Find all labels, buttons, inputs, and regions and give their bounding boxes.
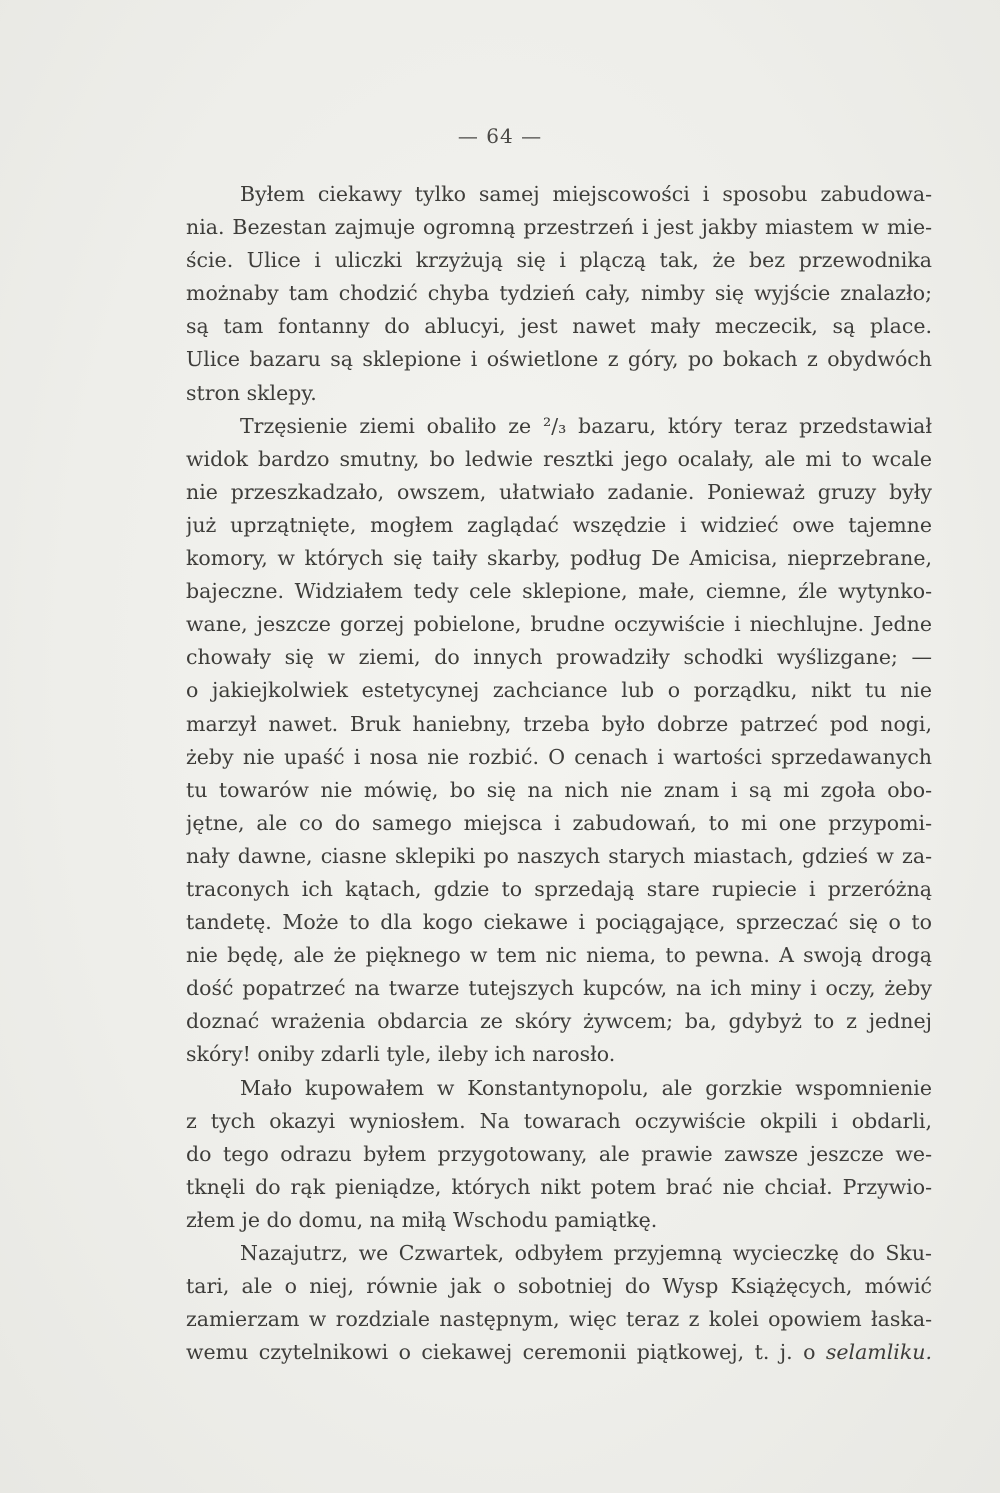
text-line: o jakiejkolwiek estetycynej zachciance lub o porządku, nikt tu nie [186, 678, 932, 703]
text-line: wane, jeszcze gorzej pobielone, brudne oczywiście i niechlujne. Jedne [186, 612, 932, 637]
text-line: bajeczne. Widziałem tedy cele sklepione, małe, ciemne, źle wytynko- [186, 579, 932, 604]
page-number: — 64 — [457, 124, 543, 148]
text-line: stron sklepy. [186, 380, 317, 405]
text-line: skóry! oniby zdarli tyle, ileby ich narosło. [186, 1042, 616, 1067]
text-line: żeby nie upaść i nosa nie rozbić. O cenach i wartości sprzedawanych [186, 744, 932, 769]
paragraph-first-line: Mało kupowałem w Konstantynopolu, ale gorzkie wspomnienie [240, 1075, 932, 1100]
text-line: tu towarów nie mówię, bo się na nich nie znam i są mi zgoła obo- [186, 777, 932, 802]
text-line: możnaby tam chodzić chyba tydzień cały, nimby się wyjście znalazło; [186, 281, 932, 306]
text-line: do tego odrazu byłem przygotowany, ale prawie zawsze jeszcze we- [186, 1141, 932, 1166]
text-line: nie będę, ale że pięknego w tem nic niema, to pewna. A swoją drogą [186, 943, 932, 968]
text-line: nały dawne, ciasne sklepiki po naszych starych miastach, gdzieś w za- [186, 843, 932, 868]
text-line: z tych okazyi wyniosłem. Na towarach oczywiście okpili i obdarli, [186, 1108, 932, 1133]
text-line: jętne, ale co do samego miejsca i zabudowań, to mi one przypomi- [186, 810, 932, 835]
text-line: złem je do domu, na miłą Wschodu pamiątkę. [186, 1207, 658, 1232]
text-line: dość popatrzeć na twarze tutejszych kupców, na ich miny i oczy, żeby [186, 976, 932, 1001]
text-line: tari, ale o niej, równie jak o sobotniej do Wysp Książęcych, mówić [186, 1274, 932, 1299]
paragraph-first-line: Byłem ciekawy tylko samej miejscowości i sposobu zabudowa- [240, 182, 932, 206]
final-line-text: wemu czytelnikowi o ciekawej ceremonii piątkowej, t. j. o [186, 1340, 816, 1365]
text-line: komory, w których się taiły skarby, podług De Amicisa, nieprzebrane, [186, 546, 932, 571]
italic-term: selamliku. [825, 1340, 932, 1365]
paragraph-first-line: Nazajutrz, we Czwartek, odbyłem przyjemną wycieczkę do Sku- [240, 1241, 932, 1265]
text-line: Ulice bazaru są sklepione i oświetlone z góry, po bokach z obydwóch [186, 347, 932, 372]
text-line: traconych ich kątach, gdzie to sprzedają stare rupiecie i przeróżną [186, 876, 932, 901]
text-line: nie przeszkadzało, owszem, ułatwiało zadanie. Ponieważ gruzy były [186, 479, 932, 504]
text-line: nia. Bezestan zajmuje ogromną przestrzeń i jest jakby miastem w mie- [186, 215, 932, 240]
text-line: zamierzam w rozdziale następnym, więc teraz z kolei opowiem łaska- [186, 1307, 932, 1332]
text-line: tandetę. Może to dla kogo ciekawe i pociągające, sprzeczać się o to [186, 910, 932, 935]
text-line: ście. Ulice i uliczki krzyżują się i plączą tak, że bez przewodnika [186, 248, 932, 273]
text-line: chowały się w ziemi, do innych prowadziły schodki wyślizgane; — [186, 645, 932, 670]
text-line [186, 1336, 932, 1369]
text-line: marzył nawet. Bruk haniebny, trzeba było dobrze patrzeć pod nogi, [186, 711, 932, 736]
text-line: tknęli do rąk pieniądze, których nikt potem brać nie chciał. Przywio- [186, 1174, 932, 1199]
text-line: doznać wrażenia obdarcia ze skóry żywcem; ba, gdybyż to z jednej [186, 1009, 932, 1034]
text-line: widok bardzo smutny, bo ledwie resztki jego ocalały, ale mi to wcale [186, 446, 932, 471]
text-line: są tam fontanny do ablucyi, jest nawet mały meczecik, są place. [186, 314, 932, 339]
paragraph-first-line: Trzęsienie ziemi obaliło ze ²/₃ bazaru, który teraz przedstawiał [240, 413, 932, 438]
text-line: już uprzątnięte, mogłem zaglądać wszędzie i widzieć owe tajemne [186, 512, 932, 537]
body-text [186, 178, 932, 1369]
